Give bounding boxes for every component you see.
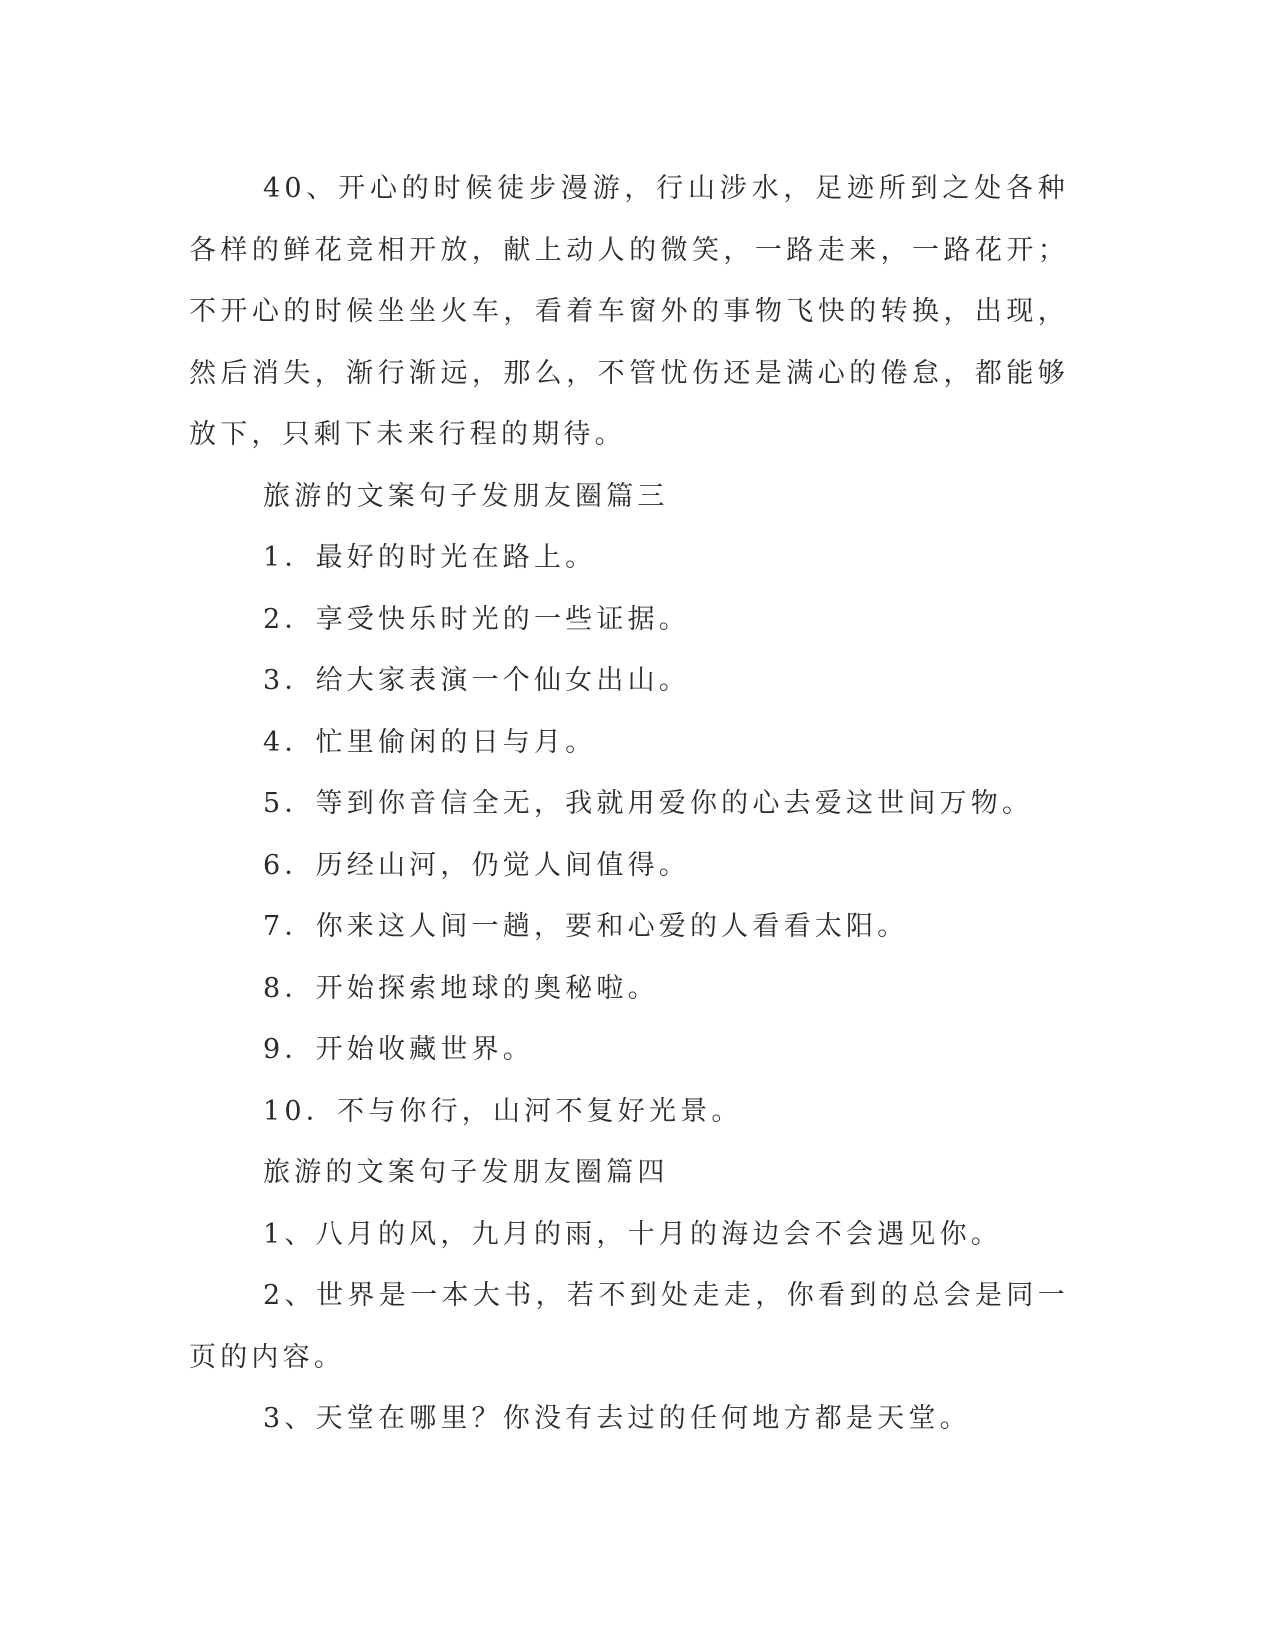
section-heading-part-4: 旅游的文案句子发朋友圈篇四 [263,1157,669,1188]
list-item-6: 6．历经山河，仍觉人间值得。 [263,849,690,881]
section-heading-part-3: 旅游的文案句子发朋友圈篇三 [263,480,669,512]
list-item-5: 5．等到你音信全无，我就用爱你的心去爱这世间万物。 [263,788,1034,819]
list-item-3: 3．给大家表演一个仙女出山。 [263,665,690,696]
list-item-2: 2．享受快乐时光的一些证据。 [263,603,690,635]
paragraph-item-40: 40、开心的时候徒步漫游，行山涉水，足迹所到之处各种各样的鲜花竞相开放，献上动人的微笑，一路走来，一路花开；不开心的时候坐坐火车，看着车窗外的事物飞快的转换，出现，然后消失，渐行渐远，那么，不管忧伤还是满心的倦怠，都能够放下，只剩下未来行程的期待。 [189,173,1069,450]
list-item-4: 4．忙里偷闲的日与月。 [263,726,597,758]
document-body [189,158,1069,1450]
list-item-10: 10．不与你行，山河不复好光景。 [263,1095,743,1127]
list-item-8: 8．开始探索地球的奥秘啦。 [263,972,659,1004]
list-item-part4-2: 2、世界是一本大书，若不到处走走，你看到的总会是同一页的内容。 [189,1280,1069,1373]
list-item-part4-1: 1、八月的风，九月的雨，十月的海边会不会遇见你。 [263,1218,1002,1250]
list-item-part4-3: 3、天堂在哪里？你没有去过的任何地方都是天堂。 [263,1403,971,1434]
list-item-7: 7．你来这人间一趟，要和心爱的人看看太阳。 [263,911,909,942]
list-item-9: 9．开始收藏世界。 [263,1034,534,1065]
list-item-1: 1．最好的时光在路上。 [263,542,597,573]
